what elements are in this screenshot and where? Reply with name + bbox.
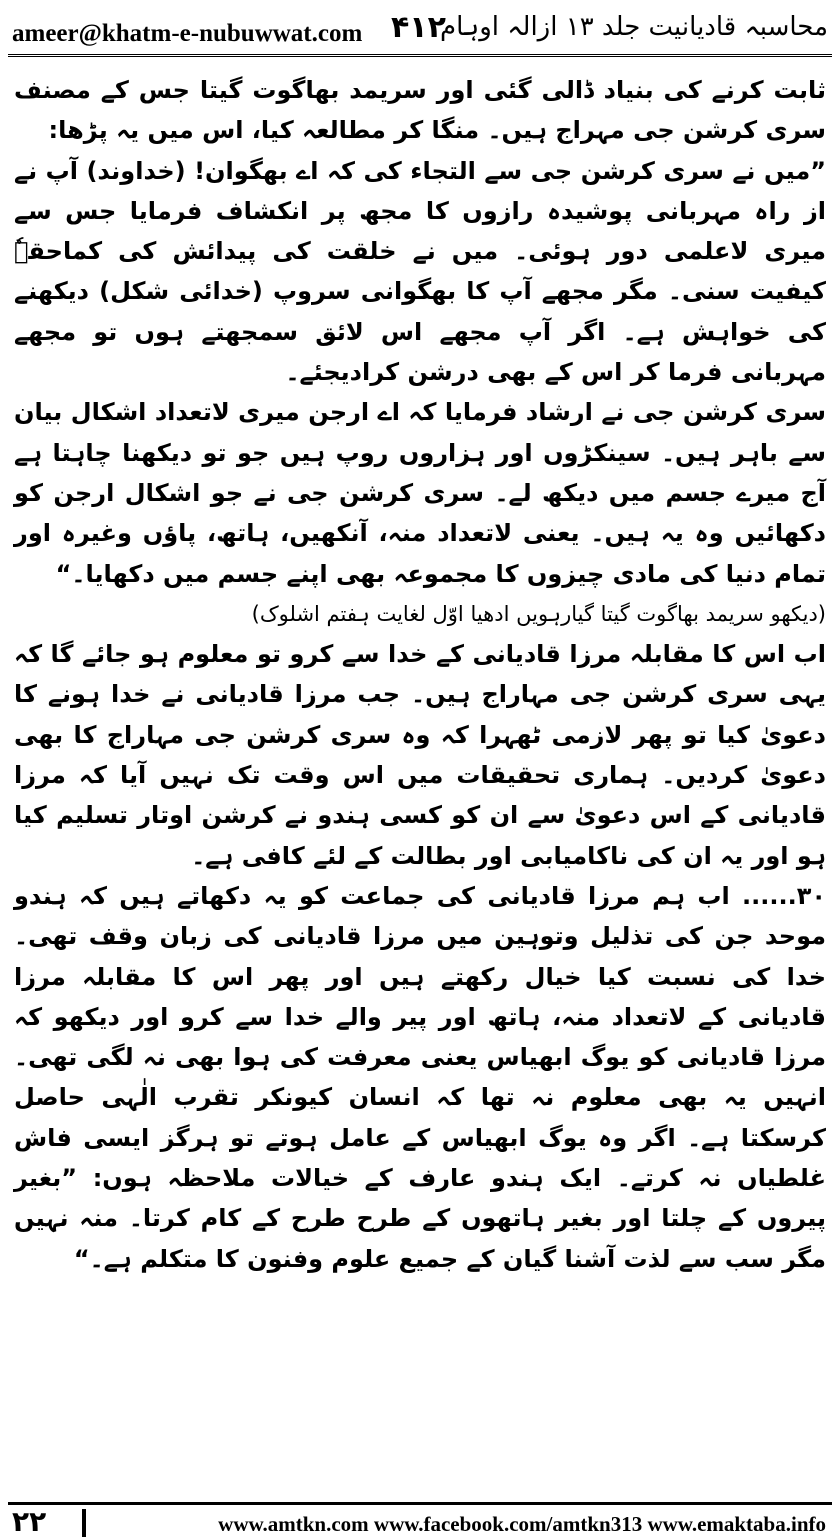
page-body <box>14 70 826 1279</box>
page-number: ۴۱۲ <box>391 10 446 45</box>
paragraph-3: ۳۰...... اب ہم مرزا قادیانی کی جماعت کو یہ دکھاتے ہیں کہ ہندو موحد جن کی تذلیل وتوہین میں مرزا قادیانی کی زبان وقف تھی۔ خدا کی نسبت کیا خیال رکھتے ہیں اور پھر اس کا مقابلہ مرزا قادیانی کے لاتعداد منہ، ہاتھ اور پیر والے خدا سے کرو اور دیکھو کہ مرزا قادیانی کو یوگ ابھیاس یعنی معرفت کی ہوا بھی نہ لگی تھی۔ انہیں یہ بھی معلوم نہ تھا کہ انسان کیونکر تقرب الٰہی حاصل کرسکتا ہے۔ اگر وہ یوگ ابھیاس کے عامل ہوتے تو ہرگز ایسی فاش غلطیاں نہ کرتے۔ ایک ہندو عارف کے خیالات ملاحظہ ہوں: ”بغیر پیروں کے چلتا اور بغیر ہاتھوں کے طرح طرح کے کام کرتا۔ منہ نہیں مگر سب سے لذت آشنا گیان کے جمیع علوم وفنون کا متکلم ہے۔“ <box>14 881 826 1273</box>
quote-paragraph-2: سری کرشن جی نے ارشاد فرمایا کہ اے ارجن میری لاتعداد اشکال بیان سے باہر ہیں۔ سینکڑوں اور ہزاروں روپ ہیں جو تو دیکھنا چاہتا ہے آج میرے جسم میں دیکھ لے۔ سری کرشن جی نے جو اشکال ارجن کو دکھائیں وہ یہ ہیں۔ یعنی لاتعداد منہ، آنکھیں، ہاتھ، پاؤں وغیرہ اور تمام دنیا کی مادی چیزوں کا مجموعہ بھی اپنے جسم میں دکھایا۔“ <box>14 398 826 588</box>
page-header <box>8 6 832 57</box>
page-footer <box>8 1502 832 1539</box>
paragraph-1: ثابت کرنے کی بنیاد ڈالی گئی اور سریمد بھاگوت گیتا جس کے مصنف سری کرشن جی مہراج ہیں۔ منگا کر مطالعہ کیا، اس میں یہ پڑھا: <box>14 76 826 145</box>
footer-number: ۲۲ <box>12 1505 47 1538</box>
footer-links: www.amtkn.com www.facebook.com/amtkn313 www.emaktaba.info <box>218 1512 826 1536</box>
book-title: محاسبہ قادیانیت جلد ۱۳ ازالہ اوہام <box>440 12 828 42</box>
paragraph-2: اب اس کا مقابلہ مرزا قادیانی کے خدا سے کرو تو معلوم ہو جائے گا کہ یہی سری کرشن جی مہاراج ہیں۔ جب مرزا قادیانی نے خدا ہونے کا دعویٰ کیا تو پھر لازمی ٹھہرا کہ وہ سری کرشن جی مہاراج کا بھی دعویٰ کردیں۔ ہماری تحقیقات میں اس وقت تک نہیں آیا کہ مرزا قادیانی کے اس دعویٰ سے ان کو کسی ہندو نے کرشن اوتار تسلیم کیا ہو اور یہ ان کی ناکامیابی اور بطالت کے لئے کافی ہے۔ <box>14 640 826 870</box>
reference-citation: (دیکھو سریمد بھاگوت گیتا گیارہویں ادھیا اوّل لغایت ہفتم اشلوک) <box>251 601 826 626</box>
quote-paragraph-1: ”میں نے سری کرشن جی سے التجاء کی کہ اے بھگوان! (خداوند) آپ نے از راہ مہربانی پوشیدہ رازوں کا مجھ پر انکشاف فرمایا جس سے میری لاعلمی دور ہوئی۔ میں نے خلقت کی پیدائش کی کماحقہٗ کیفیت سنی۔ مگر مجھے آپ کا بھگوانی سروپ (خدائی شکل) دیکھنے کی خواہش ہے۔ اگر آپ مجھے اس لائق سمجھتے ہوں تو مجھے مہربانی فرما کر اس کے بھی درشن کرادیجئے۔ <box>14 156 827 387</box>
header-email: ameer@khatm-e-nubuwwat.com <box>12 20 363 47</box>
footer-divider <box>82 1509 86 1537</box>
